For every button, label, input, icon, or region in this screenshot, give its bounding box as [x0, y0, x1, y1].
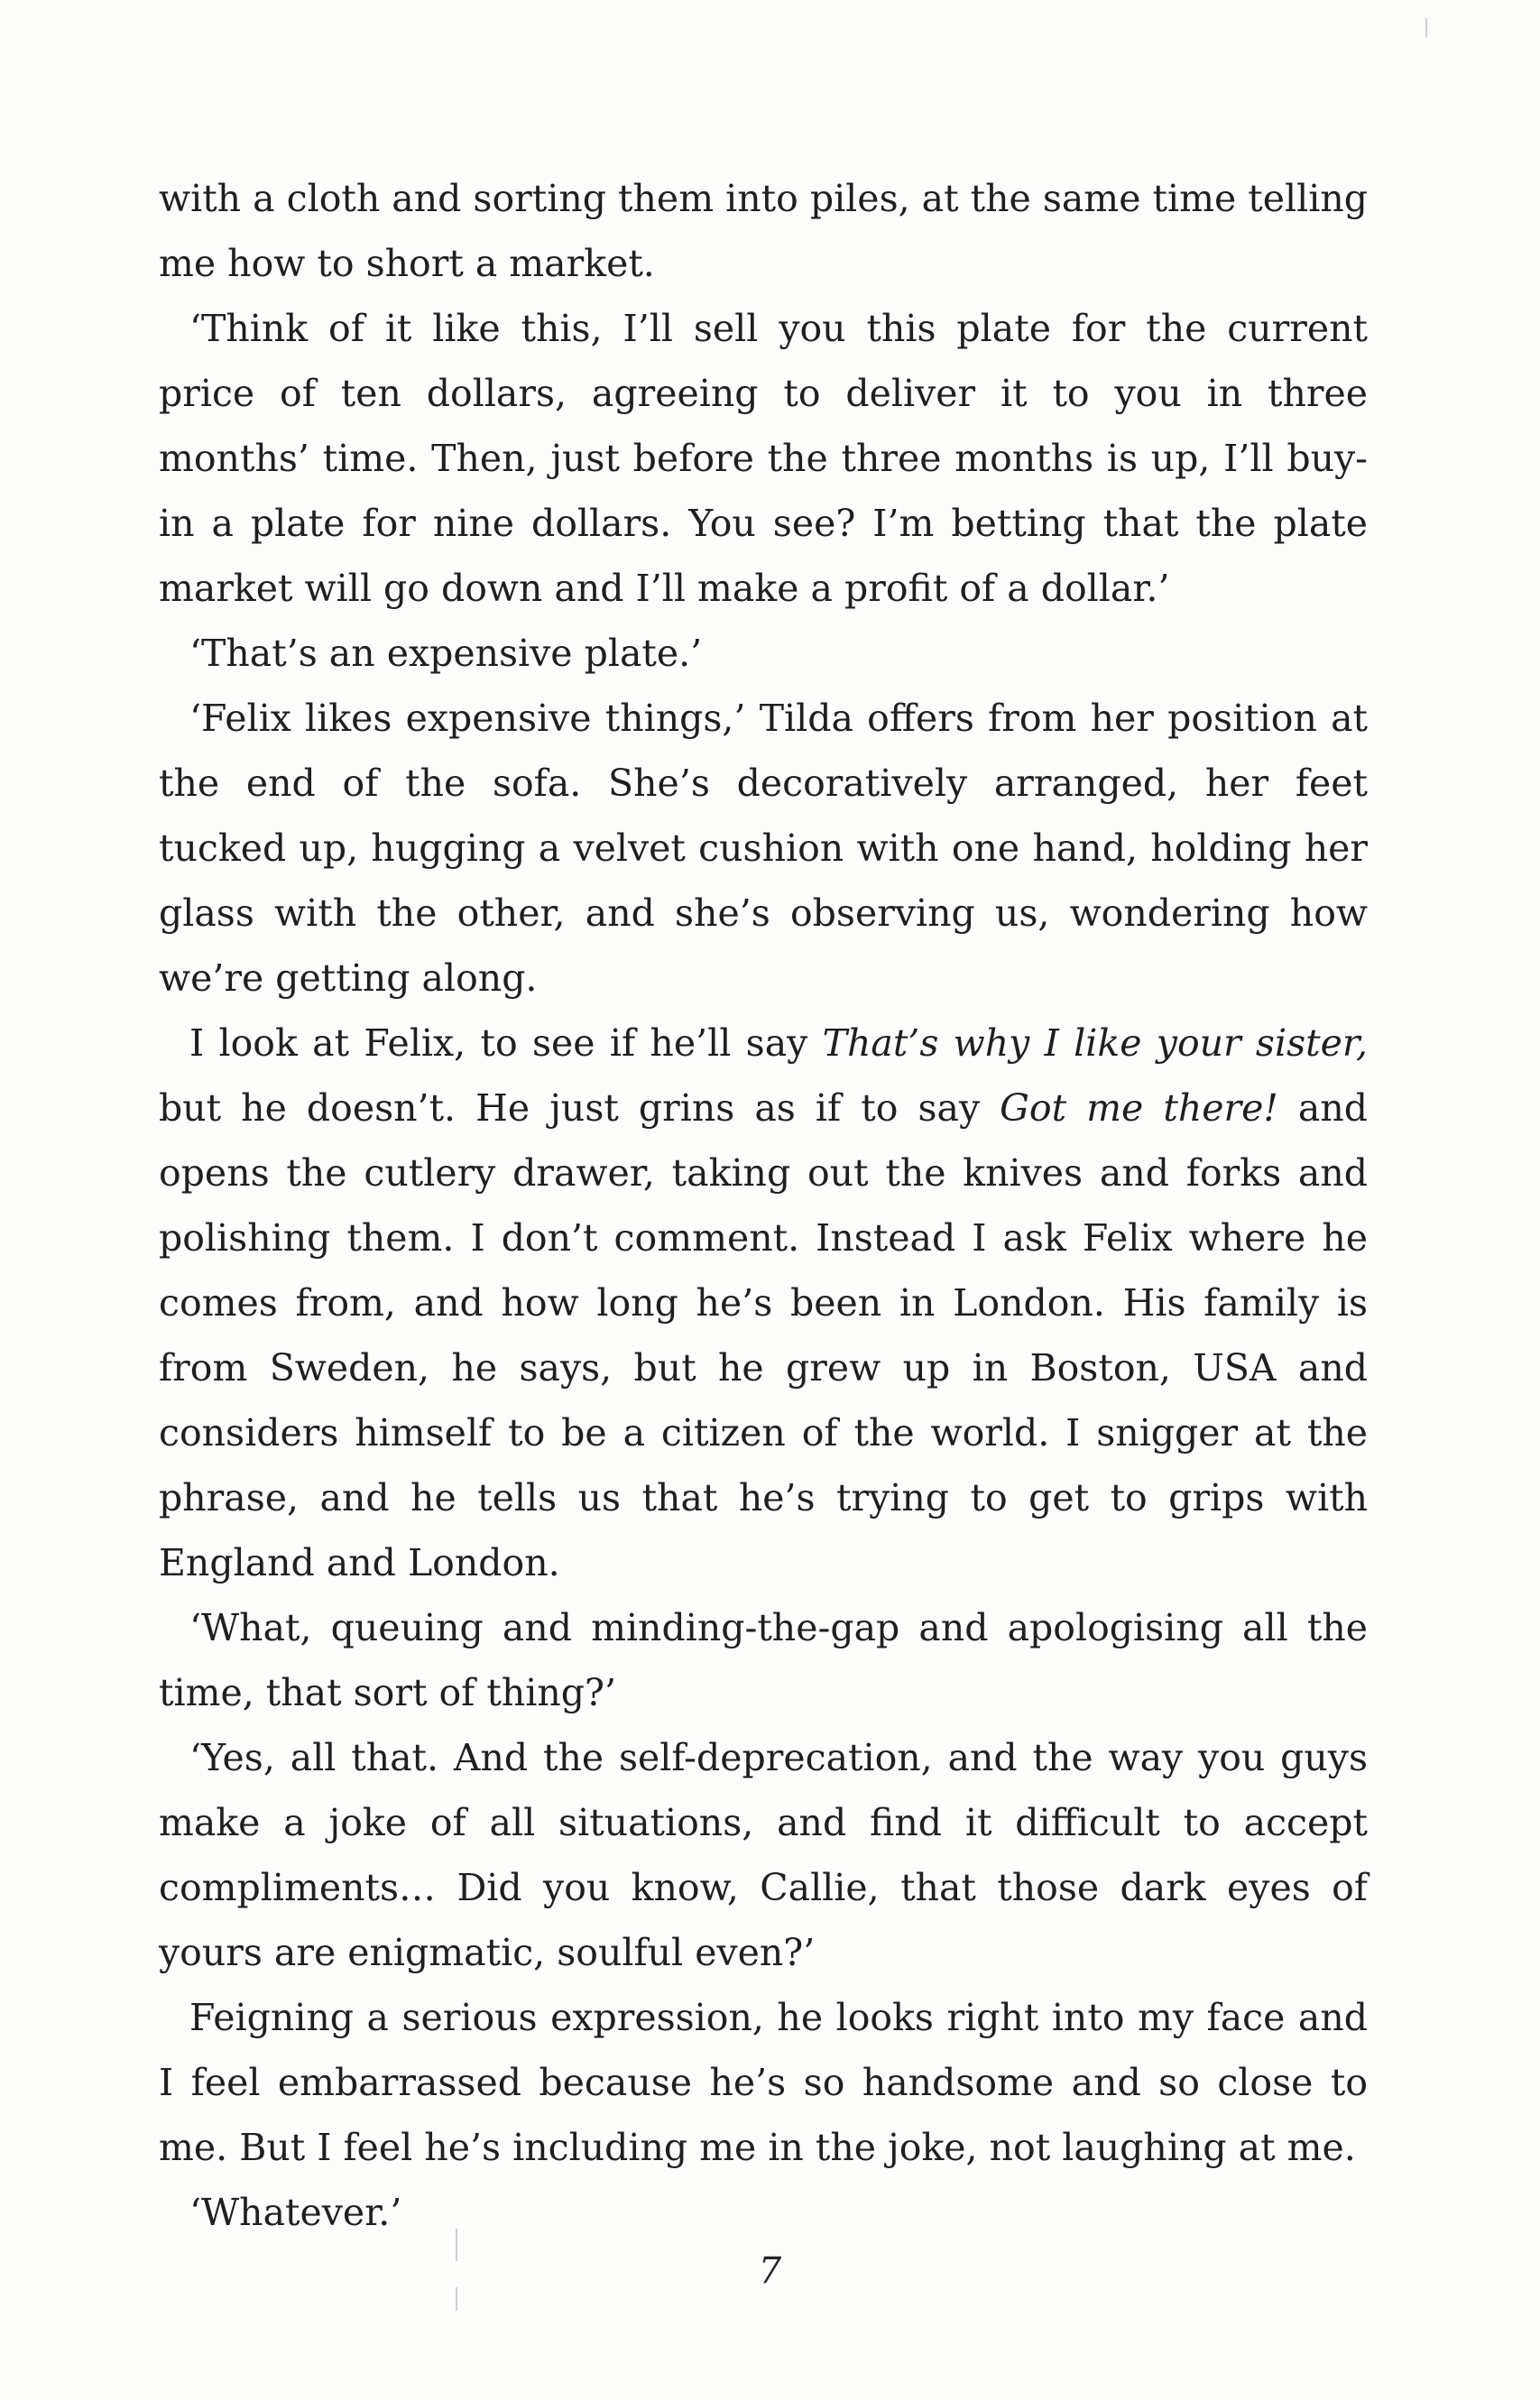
text-run: Feigning a serious expression, he looks right into my face and I feel embarrassed because he’s so handsome and so close to me. But I feel he’s including me in the joke, not laughing at me.: [159, 1996, 1368, 2169]
text-run: I look at Felix, to see if he’ll say: [189, 1021, 823, 1065]
paragraph: [159, 166, 1368, 296]
italic-text-run: That’s why I like your sister,: [822, 1021, 1368, 1065]
text-run: ‘Think of it like this, I’ll sell you this plate for the current price of ten dollars, agreeing to deliver it to you in three months’ time. Then, just before the three months is up, I’ll buy-in a plate for nine dollars. You see? I’m betting that the plate market will go down and I’ll make a profit of a dollar.’: [159, 307, 1368, 610]
paragraph: [159, 686, 1368, 1011]
paragraph: [159, 1011, 1368, 1595]
italic-text-run: Got me there!: [1000, 1086, 1278, 1130]
paragraph: [159, 2180, 1368, 2245]
text-run: ‘Yes, all that. And the self-deprecation, and the way you guys make a joke of all situations, and find it difficult to accept compliments… Did you know, Callie, that those dark eyes of yours are enigmatic, soulful even?’: [159, 1736, 1368, 1974]
paragraph: [159, 1595, 1368, 1725]
body-text: [159, 166, 1368, 2245]
paragraph: [159, 296, 1368, 621]
page-number: 7: [758, 2250, 782, 2292]
text-run: ‘What, queuing and minding-the-gap and apologising all the time, that sort of thing?’: [159, 1606, 1368, 1714]
text-run: and opens the cutlery drawer, taking out the knives and forks and polishing them. I don’t comment. Instead I ask Felix where he comes from, and how long he’s been in London. His family is from Sweden, he says, but he grew up in Boston, USA and considers himself to be a citizen of the world. I snigger at the phrase, and he tells us that he’s trying to get to grips with England and London.: [159, 1086, 1368, 1584]
paragraph: [159, 1725, 1368, 1985]
paragraph: [159, 1985, 1368, 2180]
text-run: but he doesn’t. He just grins as if to say: [159, 1086, 1001, 1130]
text-run: with a cloth and sorting them into piles, at the same time telling me how to short a market.: [159, 177, 1368, 285]
scan-artifact-line: [1425, 18, 1427, 38]
paragraph: [159, 621, 1368, 686]
text-run: ‘Felix likes expensive things,’ Tilda offers from her position at the end of the sofa. She’s decoratively arranged, her feet tucked up, hugging a velvet cushion with one hand, holding her glass with the other, and she’s observing us, wondering how we’re getting along.: [159, 697, 1368, 1000]
text-run: ‘That’s an expensive plate.’: [189, 632, 703, 675]
text-run: ‘Whatever.’: [189, 2191, 402, 2234]
